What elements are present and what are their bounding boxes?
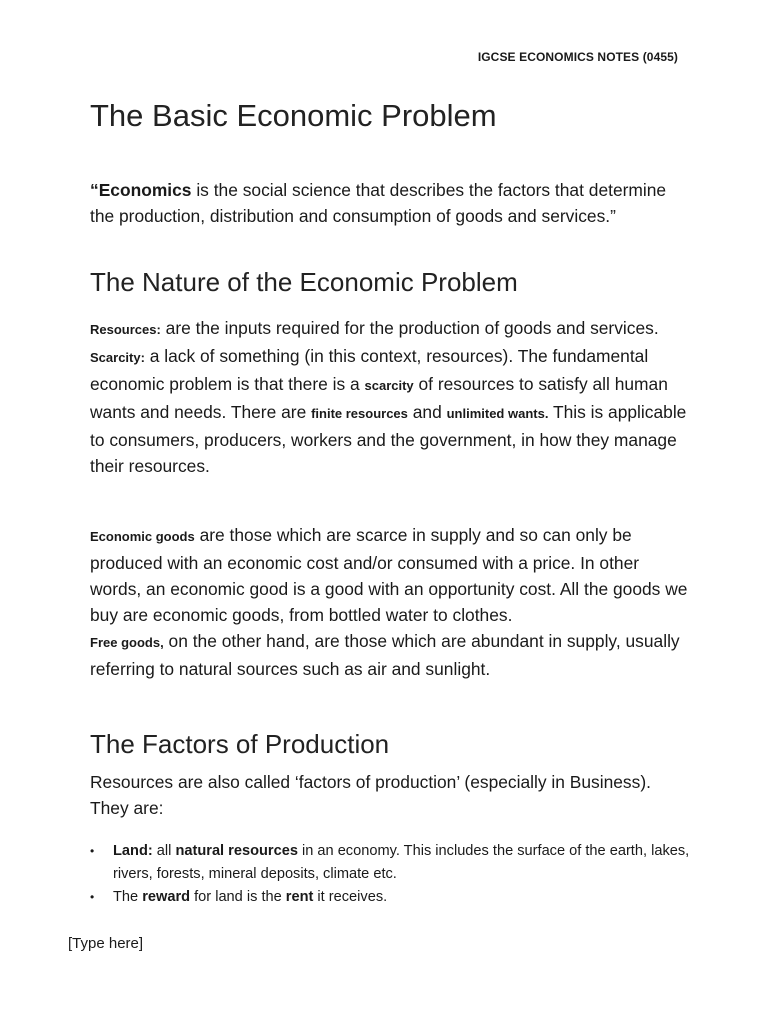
- unlimited-wants-term: unlimited wants.: [446, 406, 549, 421]
- and-text: and: [407, 402, 447, 422]
- factors-heading: The Factors of Production: [90, 729, 390, 759]
- resources-text: are the inputs required for the production of goods and services.: [160, 318, 659, 338]
- factors-intro: Resources are also called ‘factors of production’ (especially in Business). They are:: [90, 772, 651, 818]
- scarcity-text-3: This is applicable to consumers, producers, workers and the government, in how they manage their resources.: [90, 402, 687, 476]
- land-text-2: in an economy. This includes the surface of the earth, lakes, rivers, forests, mineral deposits, climate etc.: [113, 843, 690, 882]
- land-term: Land:: [113, 843, 153, 859]
- bullet-icon: •: [90, 844, 95, 858]
- nature-heading: The Nature of the Economic Problem: [90, 267, 518, 297]
- reward-text-3: it receives.: [313, 889, 388, 905]
- finite-resources-term: finite resources: [311, 406, 408, 421]
- scarcity-inline-term: scarcity: [364, 378, 414, 393]
- header-note: IGCSE ECONOMICS NOTES (0455): [477, 50, 678, 64]
- resources-term: Resources:: [90, 322, 161, 337]
- free-goods-text: on the other hand, are those which are abundant in supply, usually referring to natural sources such as air and sunlight.: [90, 631, 680, 679]
- reward-term: reward: [142, 889, 191, 905]
- free-goods-term: Free goods,: [90, 635, 164, 650]
- goods-paragraph: [90, 522, 690, 682]
- land-text-1: all: [152, 843, 176, 859]
- scarcity-term: Scarcity:: [90, 350, 145, 365]
- economics-definition: [90, 177, 690, 229]
- bullet-icon: •: [90, 890, 95, 904]
- resources-scarcity-paragraph: [90, 315, 690, 479]
- natural-resources-term: natural resources: [175, 843, 298, 859]
- footer-placeholder[interactable]: [Type here]: [68, 935, 144, 952]
- reward-text-1: The: [113, 889, 143, 905]
- factors-list: [90, 840, 690, 909]
- page-title: The Basic Economic Problem: [90, 98, 497, 133]
- rent-term: rent: [285, 889, 314, 905]
- economic-goods-text: are those which are scarce in supply and so can only be produced with an economic cost and/or consumed with a price. In other words, an economic good is a good with an opportunity cost. All the goods we buy are economic goods, from bottled water to clothes.: [90, 525, 688, 625]
- economics-definition-text: is the social science that describes the factors that determine the production, distribution and consumption of goods and services.”: [90, 180, 667, 226]
- open-quote: “: [90, 180, 99, 200]
- list-item: [90, 840, 690, 886]
- reward-text-2: for land is the: [190, 889, 286, 905]
- scarcity-text-2: of resources to satisfy all human wants and needs. There are: [90, 374, 668, 422]
- scarcity-text-1: a lack of something (in this context, resources). The fundamental economic problem is that there is a: [90, 346, 649, 394]
- list-item: [90, 886, 690, 909]
- economics-term: Economics: [98, 180, 192, 200]
- economic-goods-term: Economic goods: [90, 529, 195, 544]
